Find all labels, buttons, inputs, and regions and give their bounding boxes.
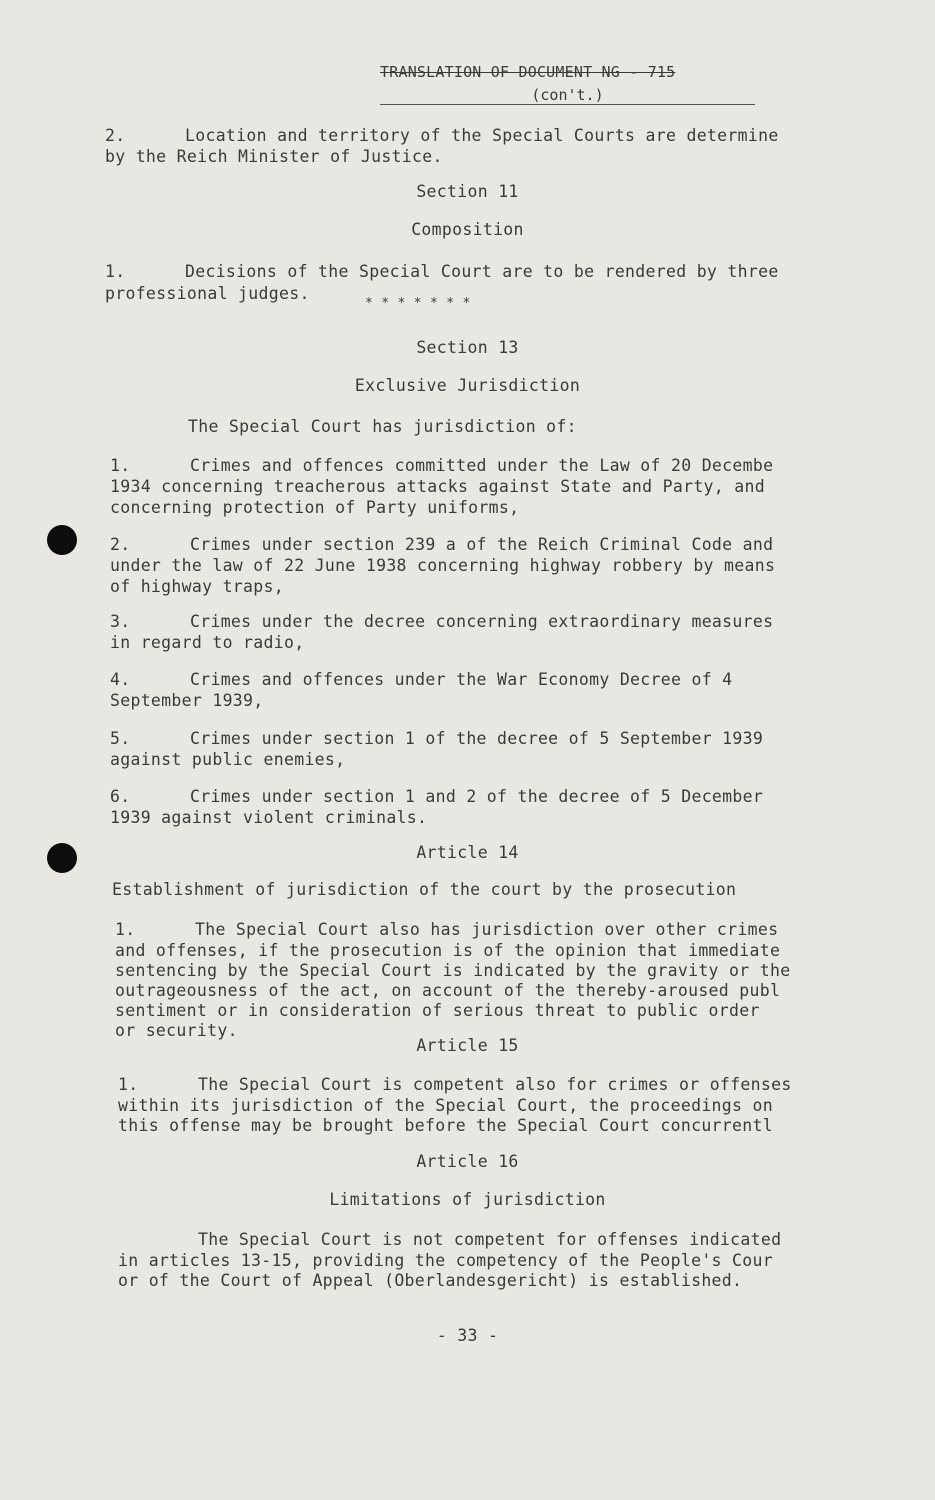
article-15-title: Article 15 (416, 1036, 519, 1055)
paragraph-location-line2: by the Reich Minister of Justice. (105, 147, 443, 166)
separator-stars: * * * * * * * (365, 296, 471, 311)
paragraph-decisions-line2: professional judges. (105, 284, 310, 303)
article-16-subtitle: Limitations of jurisdiction (329, 1190, 606, 1209)
article-16-title: Article 16 (416, 1152, 519, 1171)
document-header: TRANSLATION OF DOCUMENT NG - 715 (380, 63, 676, 81)
section-13-title: Section 13 (416, 338, 519, 357)
article-14-subtitle: Establishment of jurisdiction of the court by the prosecution (112, 880, 737, 899)
paragraph-decisions: 1. Decisions of the Special Court are to be rendered by three (105, 262, 779, 281)
document-page: TRANSLATION OF DOCUMENT NG - 715 (con't.) 2. Location and territory of the Special Courts are determine by the Reich Minister of Justice. Section 11 Composition 1. Decisions of the Special Court are to be rendered by three professional judges. * * * * * * * Section 13 Exclusive Jurisdiction The Special Court has jurisdiction of: 1. Crimes and offences committed under the Law of 20 Decembe 1934 concerning treacherous attacks against State and Party, and concerning protection of Party uniforms, 2. Crimes under section 239 a of the Reich Criminal Code and under the law of 22 June 1938 concerning highway robbery by means of highway traps, 3. Crimes under the decree concerning extraordinary measures in regard to radio, 4. Crimes and offences under the War Economy Decree of 4 September 1939, 5. Crimes under section 1 of the decree of 5 September 1939 against public enemies, 6. Crimes under section 1 and 2 of the decree of 5 December 1939 against violent criminals. Article 14 Establishment of jurisdiction of the court by the prosecution 1. The Special Court also has jurisdiction over other crimes and offenses, if the prosecution is of the opinion that immediate sentencing by the Special Court is indicated by the gravity or the outrageousness of the act, on account of the thereby-aroused publ sentiment or in consideration of serious threat to public order or security. Article 15 1. The Special Court is competent also for crimes or offenses within its jurisdiction of the Special Court, the proceedings on this offense may be brought before the Special Court concurrentl Article 16 Limitations of jurisdiction The Special Court is not competent for offenses indicated in articles 13-15, providing the competency of the People's Cour or of the Court of Appeal (Oberlandesgericht) is established. - 33 - (0, 0, 935, 1500)
section-11-title: Section 11 (416, 182, 519, 201)
punch-hole (47, 525, 77, 555)
section-13-subtitle: Exclusive Jurisdiction (354, 376, 581, 395)
section-11-subtitle: Composition (411, 220, 524, 239)
paragraph-location: 2. Location and territory of the Special Courts are determine (105, 126, 779, 145)
continued-label: (con't.) (380, 86, 755, 105)
page-number: - 33 - (436, 1326, 499, 1345)
article-14-title: Article 14 (416, 843, 519, 862)
section-13-intro: The Special Court has jurisdiction of: (188, 417, 577, 436)
